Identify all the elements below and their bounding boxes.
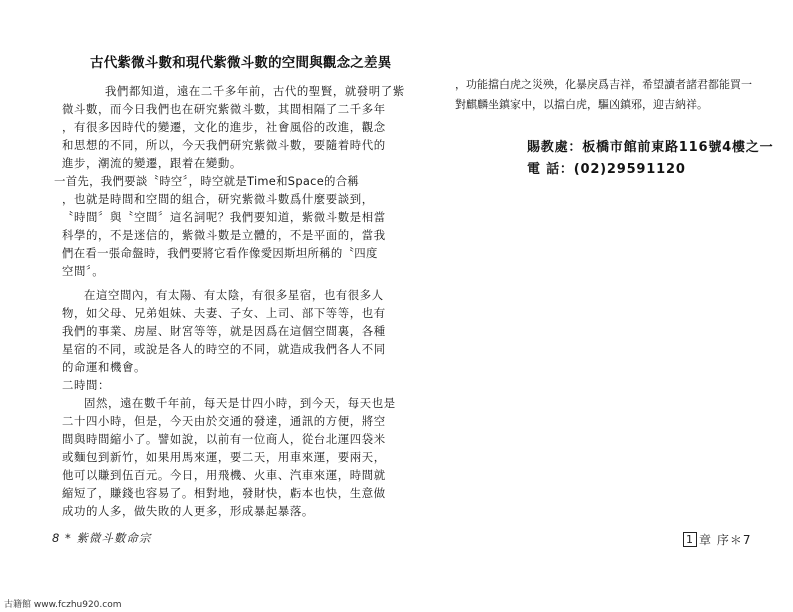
text-line: 物，如父母、兄弟姐妹、夫妻、子女、上司、部下等等，也有 [62,306,386,320]
text-line: 〝時間〞與〝空間〞這名詞呢？我們要知道，紫微斗數是相當 [62,210,386,224]
text-line: 微斗數，而今日我們也在研究紫微斗數，其間相隔了二千多年 [62,102,386,116]
text-line: 成功的人多，做失敗的人更多，形成暴起暴落。 [62,504,314,518]
text-line: 在這空間內，有太陽、有太陰，有很多星宿，也有很多人 [84,288,384,302]
text-line: 和思想的不同，所以，今天我們研究紫微斗數，要隨着時代的 [62,138,386,152]
text-line: 的命運和機會。 [62,360,146,374]
text-line: 我們都知道，遠在二千多年前，古代的聖賢，就發明了紫 [105,84,405,98]
text-line: 們在看一張命盤時，我們要將它看作像愛因斯坦所稱的〝四度 [62,246,378,260]
watermark: 古籍館 www.fczhu920.com [4,600,122,610]
text-line: 我們的事業、房屋、財宮等等，就是因爲在這個空間裏，各種 [62,324,386,338]
text-line: ，有很多因時代的變遷，文化的進步，社會風俗的改進，觀念 [62,120,386,134]
right-page [455,72,775,552]
page-title: 古代紫微斗數和現代紫微斗數的空間與觀念之差異 [90,55,392,71]
page-footer-left: 8 * 紫微斗數命宗 [52,531,152,545]
text-line: ，功能擋白虎之災殃，化暴戾爲吉祥，希望讀者諸君都能買一 [455,78,752,91]
text-line: 或麵包到新竹，如果用馬來運，要二天，用車來運，要兩天， [62,450,386,464]
text-line: 一首先，我們要談〝時空〞，時空就是Time和Space的合稱 [54,174,360,188]
text-line: 二十四小時，但是，今天由於交通的發達，通訊的方便，將空 [62,414,386,428]
text-line: 固然，遠在數千年前，每天是廿四小時，到今天，每天也是 [84,396,396,410]
chapter-number-box: 1 [683,532,697,547]
text-line: 對麒麟坐鎮家中，以擋白虎，驅凶鎮邪，迎吉納祥。 [455,98,708,111]
text-line: 他可以賺到伍百元。今日，用飛機、火車、汽車來運，時間就 [62,468,386,482]
text-line: 空間〞。 [62,264,105,278]
text-line: 科學的，不是迷信的，紫微斗數是立體的，不是平面的，當我 [62,228,386,242]
left-page [52,40,405,560]
contact-phone: 電 話：(02)29591120 [527,162,686,177]
text-line: 星宿的不同，或說是各人的時空的不同，就造成我們各人不同 [62,342,386,356]
contact-address: 賜教處：板橋市館前東路116號4樓之一 [527,140,774,155]
page-footer-right [683,531,751,548]
text-line: 間與時間縮小了。譬如說，以前有一位商人，從台北運四袋米 [62,432,386,446]
text-line: ，也就是時間和空間的組合，研究紫微斗數爲什麼要談到， [62,192,374,206]
section-heading: 二時間： [62,378,110,392]
text-line: 縮短了，賺錢也容易了。相對地，發財快，虧本也快，生意做 [62,486,386,500]
text-line: 進步，潮流的變遷，跟着在變動。 [62,156,242,170]
footer-text: 章 序＊7 [699,533,752,547]
